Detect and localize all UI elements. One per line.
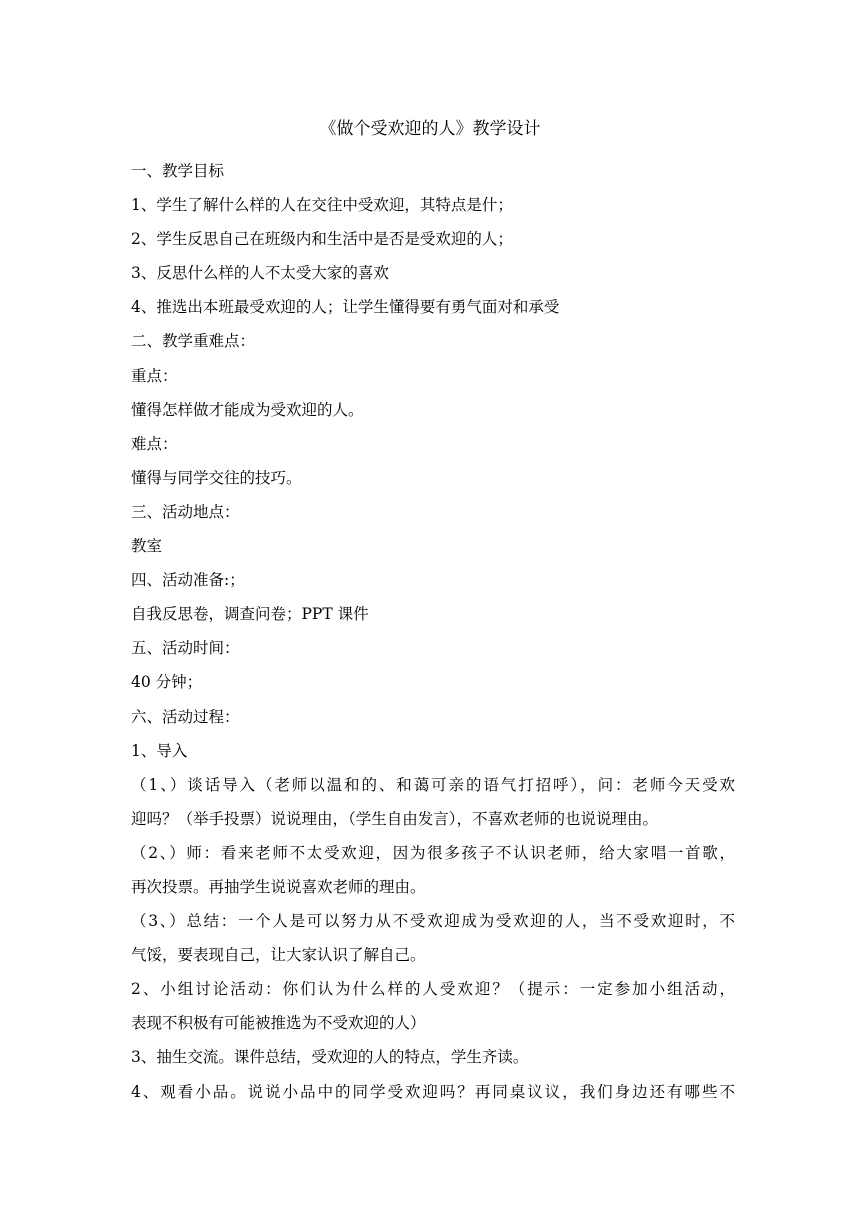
section-heading-preparation: 四、活动准备:；	[131, 571, 245, 590]
process-paragraph-2-line-1: （2、）师：看来老师不太受欢迎，因为很多孩子不认识老师，给大家唱一首歌，	[131, 843, 735, 862]
location-text: 教室	[131, 537, 163, 556]
objective-item-1: 1、学生了解什么样的人在交往中受欢迎，其特点是什；	[131, 196, 513, 215]
section-heading-location: 三、活动地点：	[131, 502, 240, 521]
section-heading-key-points: 二、教学重难点：	[131, 332, 256, 351]
objective-item-3: 3、反思什么样的人不太受大家的喜欢	[131, 264, 389, 283]
section-heading-duration: 五、活动时间：	[131, 639, 240, 658]
process-step-2-line-1: 2、小组讨论活动：你们认为什么样的人受欢迎？（提示：一定参加小组活动，	[131, 980, 735, 999]
document-title: 《做个受欢迎的人》教学设计	[319, 119, 541, 139]
process-paragraph-2-line-2: 再次投票。再抽学生说说喜欢老师的理由。	[131, 877, 426, 896]
process-paragraph-1-line-2: 迎吗？（举手投票）说说理由，（学生自由发言），不喜欢老师的也说说理由。	[131, 809, 659, 828]
document-body	[131, 154, 735, 1109]
section-heading-objectives: 一、教学目标	[131, 162, 225, 180]
process-step-2-line-2: 表现不积极有可能被推选为不受欢迎的人）	[131, 1014, 426, 1033]
difficulty-label: 难点：	[131, 434, 178, 453]
process-step-4-line-1: 4、观看小品。说说小品中的同学受欢迎吗？再同桌议议，我们身边还有哪些不	[131, 1082, 735, 1101]
difficulty-text: 懂得与同学交往的技巧。	[131, 468, 302, 487]
process-paragraph-1-line-1: （1、）谈话导入（老师以温和的、和蔼可亲的语气打招呼），问：老师今天受欢	[131, 775, 735, 794]
section-heading-process: 六、活动过程：	[131, 707, 240, 726]
objective-item-4: 4、推选出本班最受欢迎的人；让学生懂得要有勇气面对和承受	[131, 298, 560, 317]
duration-text: 40 分钟；	[131, 673, 203, 692]
process-paragraph-3-line-1: （3、）总结：一个人是可以努力从不受欢迎成为受欢迎的人，当不受欢迎时，不	[131, 912, 735, 931]
process-step-3: 3、抽生交流。课件总结，受欢迎的人的特点，学生齐读。	[131, 1048, 529, 1067]
key-point-label: 重点：	[131, 366, 178, 385]
process-paragraph-3-line-2: 气馁，要表现自己，让大家认识了解自己。	[131, 946, 426, 965]
key-point-text: 懂得怎样做才能成为受欢迎的人。	[131, 400, 364, 419]
process-step-1-heading: 1、导入	[131, 741, 188, 760]
preparation-text: 自我反思卷，调查问卷；PPT 课件	[131, 605, 369, 624]
objective-item-2: 2、学生反思自己在班级内和生活中是否是受欢迎的人；	[131, 230, 513, 249]
